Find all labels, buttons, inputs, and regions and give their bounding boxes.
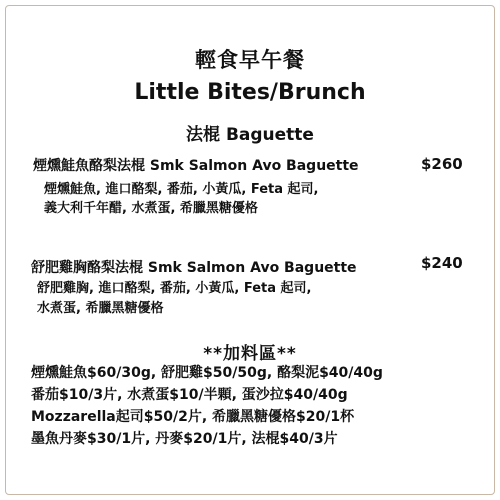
item-price: $240 bbox=[421, 254, 463, 272]
addon-line: Mozzarella起司$50/2片, 希臘黑糖優格$20/1杯 bbox=[31, 409, 355, 425]
section-heading: 法棍 Baguette bbox=[186, 125, 314, 145]
addon-line: 煙燻鮭魚$60/30g, 舒肥雞$50/50g, 酪梨泥$40/40g bbox=[31, 365, 383, 381]
menu-title-en: Little Bites/Brunch bbox=[134, 80, 366, 105]
item-description-line: 義大利千年醋, 水煮蛋, 希臘黑糖優格 bbox=[44, 201, 258, 216]
item-price: $260 bbox=[421, 155, 463, 173]
item-name: 舒肥雞胸酪梨法棍 Smk Salmon Avo Baguette bbox=[31, 260, 357, 276]
item-description-line: 煙燻鮭魚, 進口酪梨, 番茄, 小黃瓜, Feta 起司, bbox=[44, 182, 319, 197]
addons-heading: **加料區** bbox=[203, 344, 297, 364]
addon-line: 番茄$10/3片, 水煮蛋$10/半顆, 蛋沙拉$40/40g bbox=[31, 387, 348, 403]
item-description-line: 水煮蛋, 希臘黑糖優格 bbox=[37, 301, 164, 316]
menu-title-zh: 輕食早午餐 bbox=[195, 48, 305, 72]
item-description-line: 舒肥雞胸, 進口酪梨, 番茄, 小黃瓜, Feta 起司, bbox=[37, 281, 312, 296]
item-name: 煙燻鮭魚酪梨法棍 Smk Salmon Avo Baguette bbox=[33, 158, 359, 174]
addon-line: 墨魚丹麥$30/1片, 丹麥$20/1片, 法棍$40/3片 bbox=[31, 431, 338, 447]
